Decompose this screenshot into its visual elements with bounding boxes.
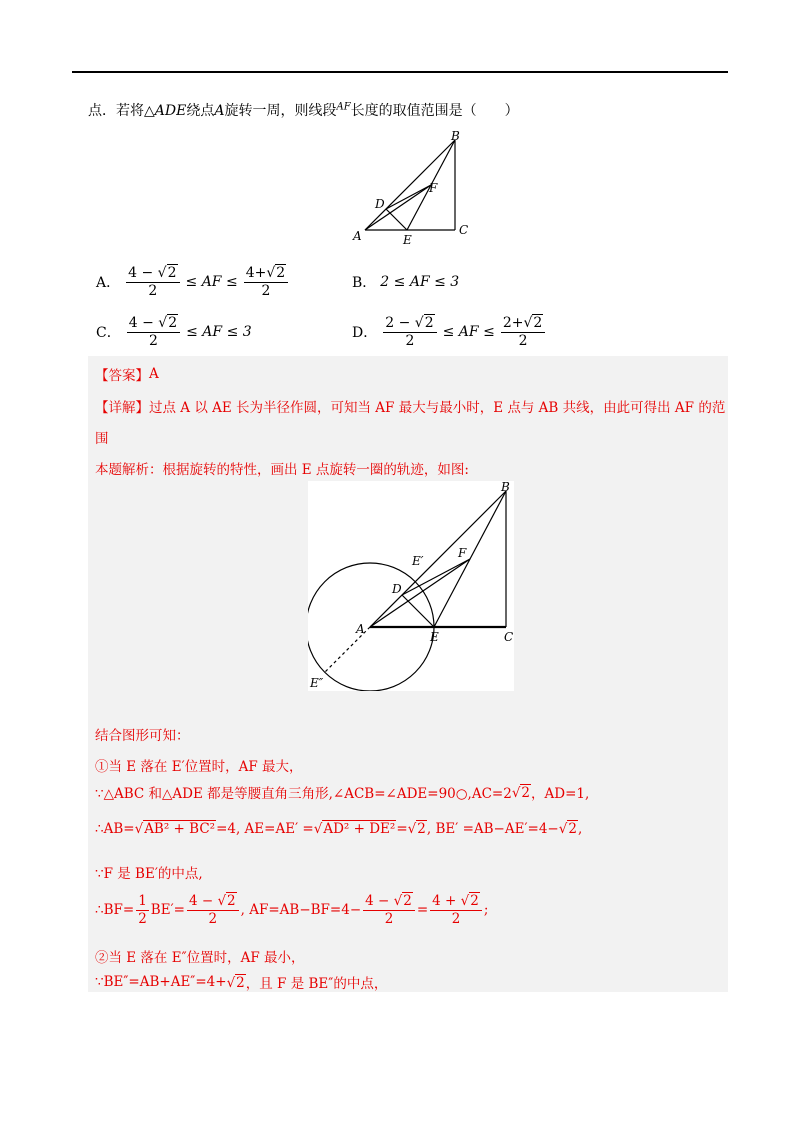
fig2-label-b: B	[501, 481, 510, 494]
detail-line-2: 围	[95, 431, 109, 447]
top-rule	[72, 71, 728, 73]
step-5: ∵F 是 BE′的中点,	[95, 866, 203, 882]
option-c[interactable]: C． $\frac{4 - √2}{2}$ ≤ AF ≤ 3	[96, 315, 252, 349]
fig2-segment-ab	[370, 491, 506, 627]
question-text: 点．若将△ADE绕点A旋转一周，则线段$^{AF}$长度的取值范围是（ ）	[88, 101, 519, 119]
figure-triangle	[345, 128, 475, 248]
fig2-label-d: D	[392, 582, 402, 596]
step-7: ②当 E 落在 E″位置时，AF 最小，	[95, 950, 305, 966]
option-b[interactable]: B． 2 ≤ AF ≤ 3	[352, 274, 460, 291]
fig2-segment-af	[370, 559, 470, 627]
step-8: ∵BE″=AB+AE″=4+ √2 ，且 F 是 BE″的中点，	[95, 974, 388, 992]
option-d[interactable]: D． $\frac{2 - √2}{2}$ ≤ AF ≤ $\frac{2+√2}{2}$	[352, 314, 547, 350]
fig1-label-b: B	[451, 129, 460, 143]
fig1-label-c: C	[459, 223, 469, 237]
fig2-segment-de	[402, 595, 434, 627]
fig1-label-d: D	[375, 197, 385, 211]
step-3: ∵△ABC 和△ADE 都是等腰直角三角形,∠ACB=∠ADE=90○,AC=2 √2 ，AD=1,	[95, 784, 590, 802]
fig1-segment-ab	[365, 140, 455, 230]
step-6: ∴BF= $\frac{1}{2}$ BE′= $\frac{4 - √2}{2}$ , AF=AB−BF=4− $\frac{4 - √2}{2}$ = $\frac{4 + √2}{2}$ ;	[95, 892, 489, 927]
fig1-label-e: E	[403, 233, 412, 247]
fig1-label-f: F	[429, 181, 438, 195]
step-1: 结合图形可知：	[95, 728, 190, 744]
step-4: ∴AB= √AB² + BC² =4, AE=AE′ = √AD² + DE² = √2 , BE′ =AB−AE′=4− √2 ,	[95, 820, 583, 837]
fig1-label-a: A	[353, 229, 362, 243]
answer-line: 【答案】 A	[95, 366, 159, 384]
fig2-label-a: A	[356, 622, 365, 636]
figure-rotation	[308, 481, 514, 691]
fig2-label-e-prime: E′	[412, 554, 424, 568]
fig2-label-f: F	[458, 546, 467, 560]
detail-line-1: 【详解】 过点 A 以 AE 长为半径作圆，可知当 AF 最大与最小时，E 点与 AB 共线，由此可得出 AF 的范	[95, 400, 726, 416]
option-a[interactable]: A． $\frac{4 - √2}{2}$ ≤ AF ≤ $\frac{4+√2}{2}$	[96, 264, 290, 300]
step-2: ①当 E 落在 E′位置时，AF 最大，	[95, 759, 303, 775]
fig2-label-c: C	[504, 630, 514, 644]
figure-rotation-svg	[308, 481, 514, 691]
fig2-label-e-double-prime: E″	[310, 676, 324, 690]
fig2-label-e: E	[430, 630, 439, 644]
fig1-segment-de	[386, 209, 407, 230]
analysis-line: 本题解析：根据旋转的特性，画出 E 点旋转一圈的轨迹，如图:	[95, 462, 469, 478]
